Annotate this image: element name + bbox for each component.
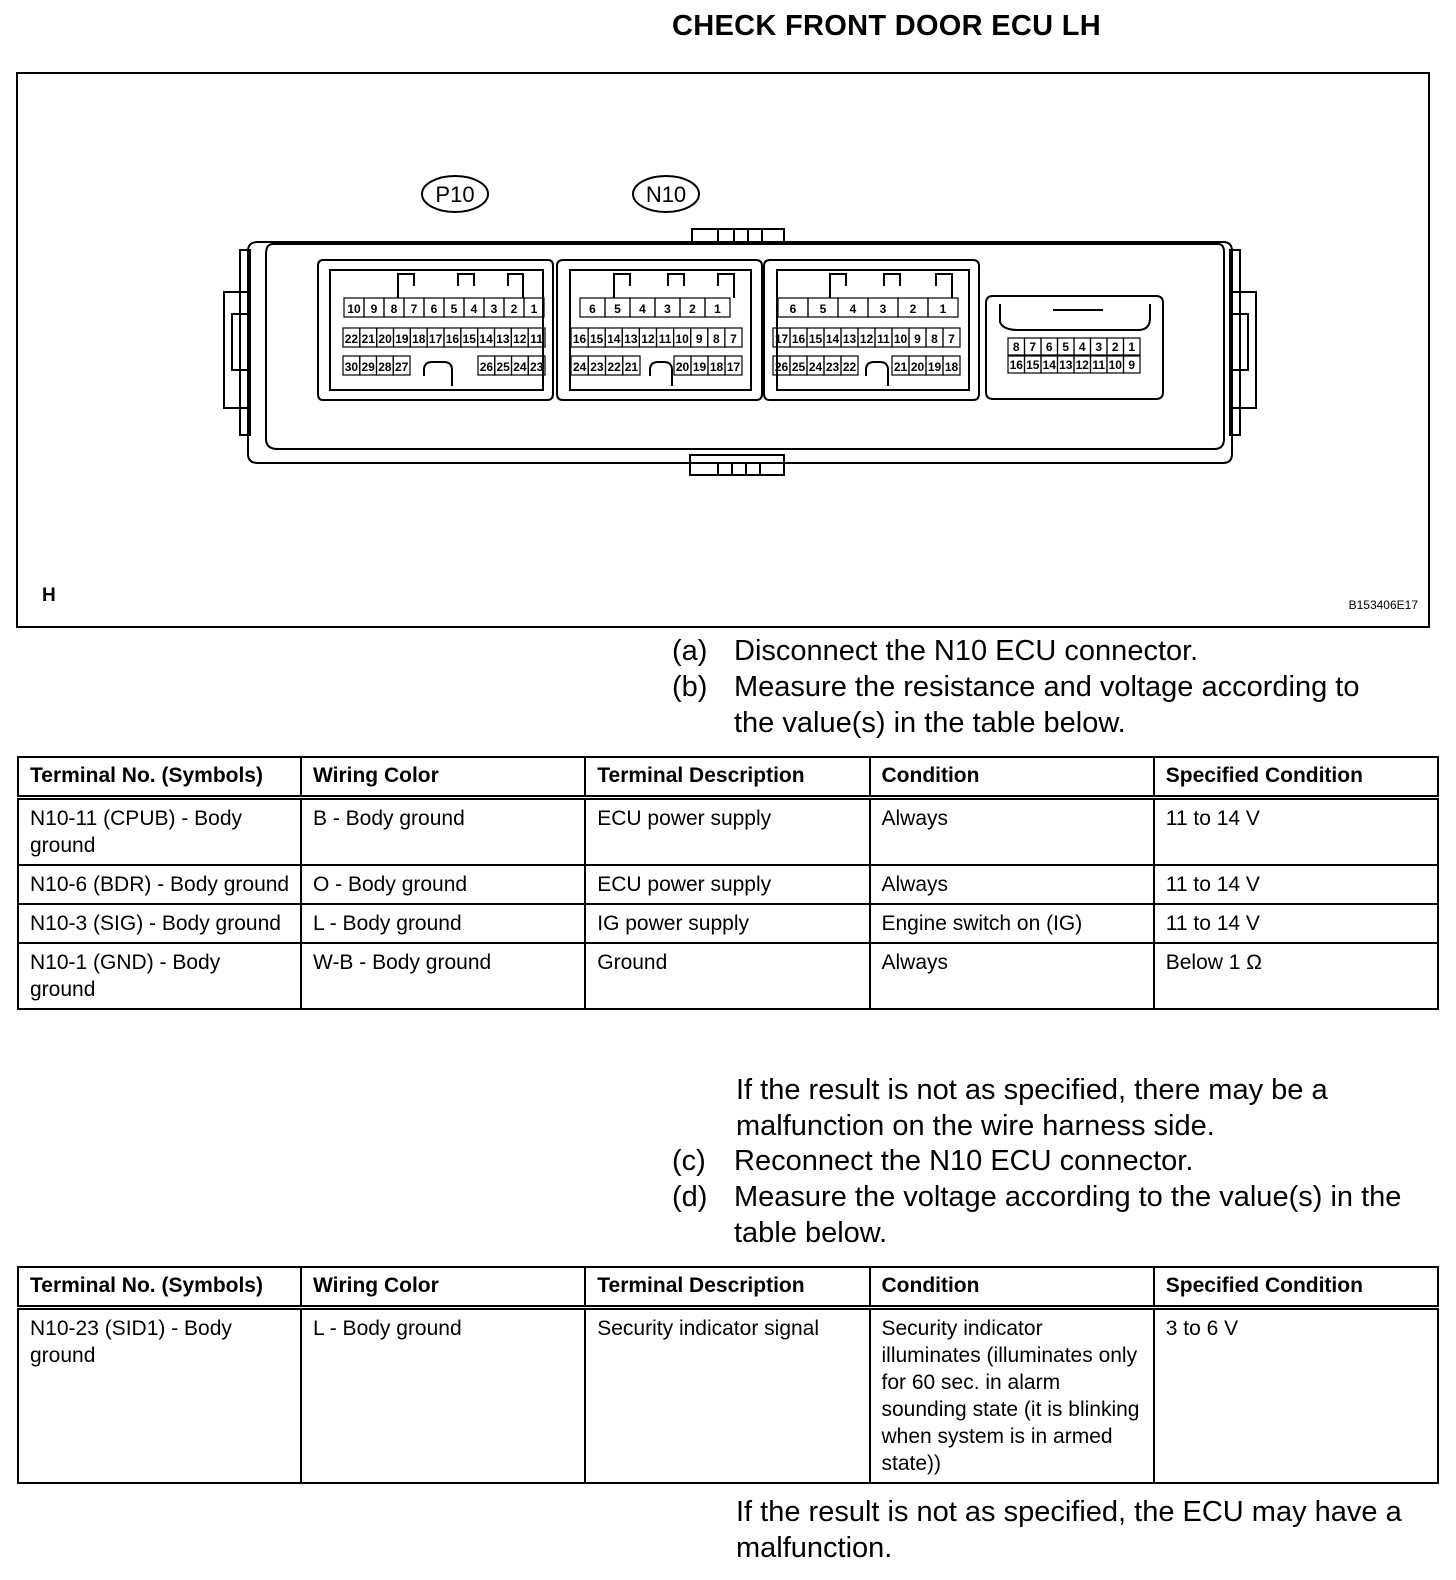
pin-number: 1: [714, 302, 721, 316]
pin-number: 25: [791, 360, 806, 374]
pin-number: 6: [789, 302, 797, 316]
note-2: If the result is not as specified, the ECU may have a malfunction.: [736, 1496, 1402, 1564]
table-cell: 11 to 14 V: [1154, 904, 1438, 943]
pin-number: 4: [639, 302, 646, 316]
pin-number: 16: [1009, 358, 1023, 372]
pin-number: 2: [510, 302, 518, 316]
table-cell: N10-11 (CPUB) - Body ground: [18, 798, 301, 866]
table-cell: L - Body ground: [301, 1308, 585, 1484]
step-d-label: (d): [672, 1181, 708, 1213]
pin-number: 13: [624, 332, 638, 346]
pin-number: 18: [412, 332, 426, 346]
pin-number: 12: [641, 332, 655, 346]
table-1-header-row: [18, 757, 1438, 798]
n10-label: N10: [645, 182, 687, 207]
pin-number: 23: [529, 360, 544, 374]
pin-number: 20: [675, 360, 690, 374]
table-cell: Always: [870, 943, 1154, 1009]
pin-number: 23: [590, 360, 604, 374]
pin-number: 10: [893, 332, 908, 346]
pin-number: 16: [791, 332, 806, 346]
pin-number: 18: [709, 360, 724, 374]
pin-number: 11: [658, 332, 672, 346]
pin-number: 20: [378, 332, 392, 346]
pin-number: 5: [614, 302, 621, 316]
pin-number: 2: [689, 302, 696, 316]
pin-number: 17: [774, 332, 789, 346]
pin-number: 14: [1042, 358, 1056, 372]
pin-number: 17: [428, 332, 443, 346]
pin-number: 22: [607, 360, 621, 374]
pin-number: 14: [825, 332, 840, 346]
figure-corner-letter: H: [42, 585, 56, 606]
figure-id: B153406E17: [1348, 598, 1418, 612]
table-row: [18, 1308, 1438, 1484]
pin-number: 7: [730, 332, 737, 346]
step-c-label: (c): [672, 1145, 706, 1177]
p10-label: P10: [435, 182, 475, 207]
table-cell: Engine switch on (IG): [870, 904, 1154, 943]
table-row: [18, 865, 1438, 904]
table-2: [17, 1266, 1439, 1484]
pin-number: 4: [470, 302, 478, 316]
pin-number: 14: [607, 332, 621, 346]
pin-number: 7: [1029, 340, 1037, 354]
pin-number: 30: [344, 360, 359, 374]
table-row: [18, 943, 1438, 1009]
pin-number: 8: [931, 332, 938, 346]
pin-number: 19: [395, 332, 409, 346]
table-cell: Ground: [585, 943, 869, 1009]
pin-number: 15: [1026, 358, 1040, 372]
table-cell: B - Body ground: [301, 798, 585, 866]
pin-number: 28: [378, 360, 392, 374]
pin-number: 15: [808, 332, 823, 346]
pin-number: 4: [849, 302, 857, 316]
step-b-label: (b): [672, 671, 708, 703]
pin-number: 21: [361, 332, 375, 346]
table-cell: Below 1 Ω: [1154, 943, 1438, 1009]
pin-number: 9: [914, 332, 921, 346]
table-1-header: Specified Condition: [1154, 757, 1438, 798]
pin-number: 19: [692, 360, 707, 374]
table-row: [18, 798, 1438, 866]
table-cell: O - Body ground: [301, 865, 585, 904]
table-2-header: Wiring Color: [301, 1267, 585, 1308]
table-2-header: Terminal No. (Symbols): [18, 1267, 301, 1308]
table-cell: IG power supply: [585, 904, 869, 943]
step-a-text: Disconnect the N10 ECU connector.: [734, 635, 1199, 667]
table-cell: Always: [870, 798, 1154, 866]
pin-number: 24: [572, 360, 587, 374]
connector-figure: [16, 72, 1430, 628]
table-1-header: Terminal No. (Symbols): [18, 757, 301, 798]
pin-number: 26: [774, 360, 789, 374]
table-2-header-row: [18, 1267, 1438, 1308]
pin-number: 13: [842, 332, 857, 346]
pin-number: 6: [589, 302, 596, 316]
pin-number: 21: [624, 360, 639, 374]
pin-number: 5: [1062, 340, 1070, 354]
table-cell: Always: [870, 865, 1154, 904]
table-cell: 11 to 14 V: [1154, 865, 1438, 904]
pin-number: 12: [859, 332, 874, 346]
pin-number: 16: [572, 332, 587, 346]
pin-number: 12: [513, 332, 527, 346]
step-c-text: Reconnect the N10 ECU connector.: [734, 1145, 1194, 1177]
pin-number: 21: [893, 360, 908, 374]
pin-number: 8: [1012, 340, 1020, 354]
pin-number: 4: [1078, 340, 1086, 354]
pin-number: 1: [939, 302, 947, 316]
pin-number: 5: [450, 302, 458, 316]
pin-number: 2: [1111, 340, 1119, 354]
pin-number: 8: [713, 332, 720, 346]
table-2-header: Condition: [870, 1267, 1154, 1308]
pin-number: 26: [479, 360, 494, 374]
pin-number: 15: [462, 332, 476, 346]
pin-number: 10: [675, 332, 689, 346]
pin-number: 11: [530, 332, 543, 346]
pin-number: 9: [695, 332, 703, 346]
table-cell: N10-3 (SIG) - Body ground: [18, 904, 301, 943]
pin-number: 3: [664, 302, 671, 316]
step-a-label: (a): [672, 635, 708, 667]
pin-number: 2: [909, 302, 917, 316]
table-cell: 11 to 14 V: [1154, 798, 1438, 866]
pin-number: 12: [1075, 358, 1089, 372]
pin-number: 6: [1045, 340, 1053, 354]
pin-number: 25: [496, 360, 510, 374]
table-cell: N10-1 (GND) - Body ground: [18, 943, 301, 1009]
pin-number: 5: [819, 302, 827, 316]
pin-number: 9: [1128, 358, 1136, 372]
pin-number: 19: [927, 360, 942, 374]
table-cell: Security indicator signal: [585, 1308, 869, 1484]
pin-number: 13: [1059, 358, 1073, 372]
pin-number: 11: [1092, 358, 1106, 372]
pin-number: 1: [1128, 340, 1136, 354]
table-cell: N10-6 (BDR) - Body ground: [18, 865, 301, 904]
pin-number: 7: [948, 332, 955, 346]
table-2-header: Terminal Description: [585, 1267, 869, 1308]
pin-number: 10: [1108, 358, 1122, 372]
pin-number: 14: [479, 332, 493, 346]
table-1-header: Wiring Color: [301, 757, 585, 798]
page-title: CHECK FRONT DOOR ECU LH: [672, 10, 1101, 42]
pin-number: 17: [726, 360, 741, 374]
pin-number: 22: [842, 360, 857, 374]
pin-number: 20: [910, 360, 925, 374]
pin-number: 29: [361, 360, 375, 374]
pin-number: 8: [390, 302, 398, 316]
pin-number: 22: [344, 332, 359, 346]
pin-number: 3: [490, 302, 498, 316]
pin-number: 6: [430, 302, 438, 316]
pin-number: 11: [877, 332, 890, 346]
pin-number: 1: [530, 302, 538, 316]
pin-number: 24: [808, 360, 823, 374]
table-row: [18, 904, 1438, 943]
note-1: If the result is not as specified, there may be a malfunction on the wire harness side.: [736, 1074, 1328, 1142]
pin-number: 18: [944, 360, 959, 374]
pin-number: 3: [1095, 340, 1103, 354]
step-b-text: Measure the resistance and voltage according to the value(s) in the table below.: [734, 671, 1360, 739]
table-cell: ECU power supply: [585, 798, 869, 866]
pin-number: 13: [496, 332, 510, 346]
ecu-connector-drawing: [18, 74, 1428, 626]
table-cell: L - Body ground: [301, 904, 585, 943]
pin-number: 24: [513, 360, 527, 374]
pin-number: 3: [879, 302, 887, 316]
step-d-text: Measure the voltage according to the value(s) in the table below.: [734, 1181, 1402, 1249]
pin-number: 16: [445, 332, 460, 346]
table-cell: ECU power supply: [585, 865, 869, 904]
table-1-header: Condition: [870, 757, 1154, 798]
table-1-header: Terminal Description: [585, 757, 869, 798]
pin-number: 15: [589, 332, 604, 346]
table-1: [17, 756, 1439, 1010]
table-cell: 3 to 6 V: [1154, 1308, 1438, 1484]
pin-number: 9: [370, 302, 378, 316]
table-cell: Security indicator illuminates (illuminates only for 60 sec. in alarm sounding state (it is blinking when system is in armed state)): [870, 1308, 1154, 1484]
pin-number: 27: [394, 360, 409, 374]
pin-number: 10: [347, 302, 361, 316]
table-2-header: Specified Condition: [1154, 1267, 1438, 1308]
pin-number: 23: [825, 360, 840, 374]
table-cell: N10-23 (SID1) - Body ground: [18, 1308, 301, 1484]
pin-number: 7: [410, 302, 418, 316]
table-cell: W-B - Body ground: [301, 943, 585, 1009]
